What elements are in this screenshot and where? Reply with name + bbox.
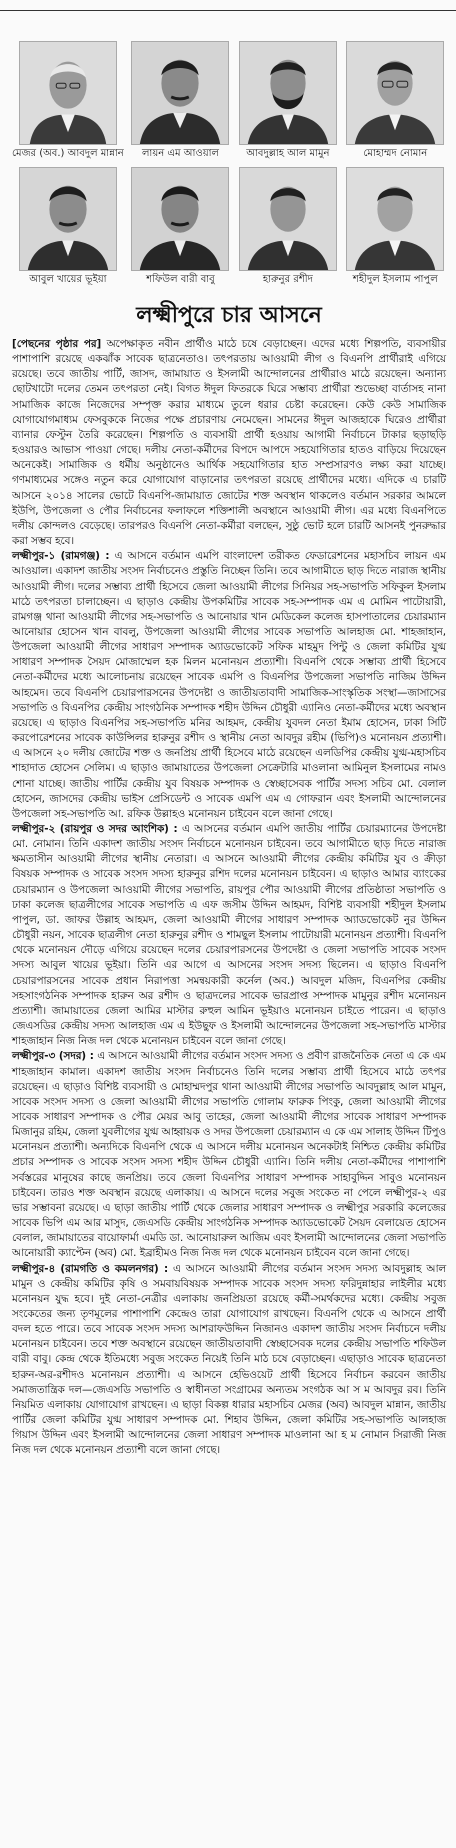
section-text: এ আসনে আওয়ামী লীগের বর্তমান সংসদ সদস্য আবদুল্লাহ আল মামুন ও কেন্দ্রীয় কমিটির কৃষি ও সমবায়বিষয়ক সম্পাদক সাবেক সংসদ সদস্য ফরিদুন্নাহার লাইলীর মধ্যে মনোনয়ন যুদ্ধ হবে। দুই নেতা-নেত্রীর এলাকায় জনপ্রিয়তা রয়েছে কর্মী-সমর্থকদের মধ্যে। কেন্দ্রীয় সবুজ সংকেতের জন্য তৃণমূলের পাশাপাশি কেন্দ্রেও তারা যোগাযোগ রাখছেন। বিএনপি থেকে এ আসনে প্রার্থী বদল হতে পারে। তবে সাবেক সংসদ সদস্য আশরাফউদ্দিন নিজানও একাদশ জাতীয় সংসদ নির্বাচনে দলীয় মনোনয়ন চাইবেন। তবে শক্ত অবস্থানে রয়েছেন জাতীয়তাবাদী স্বেচ্ছাসেবক দলের কেন্দ্রীয় সভাপতি শফিউল বারী বাবু। কেন্দ্র থেকে ইতিমধ্যে সবুজ সংকেত নিয়েই তিনি মাঠ চষে বেড়াচ্ছেন। এছাড়াও সাবেক ছাত্রনেতা হারুন-অর-রশীদও মনোনয়ন প্রত্যাশী। এ আসনে হেভিওয়েট প্রার্থী হিসেবে নির্বাচন করবেন জাতীয় সমাজতান্ত্রিক দল—জেএসডি সভাপতি ও স্বাধীনতা সংগ্রামের অন্যতম সংগঠক আ স ম আবদুর রব। তিনি নিয়মিত এলাকায় যোগাযোগ রাখছেন। এ ছাড়া বিকল্প ধারার মহাসচিব মেজর (অব) আবদুল মান্নান, জাতীয় পার্টির জেলা কমিটির যুগ্ম সাধারণ সম্পাদক মো. শিহাব উদ্দিন, জেলা কমিটির সহ-সভাপতি আলহাজ গিয়াস উদ্দিন এবং ইসলামী আন্দোলনের জেলা সাধারণ সম্পাদক মাওলানা আ হ ম নোমান সিরাজী নিজ নিজ দল থেকে মনোনয়ন প্রত্যাশী বলে জানা গেছে।	[12, 1262, 446, 1457]
portrait-photo	[131, 167, 229, 271]
portrait-graphic	[240, 168, 336, 270]
person-card	[345, 41, 446, 161]
section-raipur	[12, 822, 446, 1049]
person-card	[12, 41, 124, 161]
section-heading: লক্ষ্মীপুর-১ (রামগঞ্জ) :	[12, 550, 110, 563]
portrait-graphic	[20, 42, 116, 144]
portrait-photo	[19, 167, 117, 271]
person-name: শহীদুল ইসলাম পাপুল	[352, 274, 438, 285]
section-heading: লক্ষ্মীপুর-২ (রায়পুর ও সদর আংশিক) :	[12, 823, 178, 835]
photo-grid	[12, 11, 446, 287]
section-sadar	[12, 1049, 446, 1261]
section-heading: লক্ষ্মীপুর-৪ (রামগতি ও কমলনগর) :	[12, 1262, 169, 1275]
person-card	[130, 167, 231, 287]
portrait-photo	[239, 167, 337, 271]
person-name: আবুল খায়ের ভূইয়া	[29, 274, 107, 285]
section-ramganj	[12, 549, 446, 822]
section-heading: লক্ষ্মীপুর-৩ (সদর) :	[12, 1050, 94, 1063]
portrait-photo	[346, 167, 444, 271]
portrait-photo	[239, 41, 337, 145]
portrait-graphic	[240, 42, 336, 144]
portrait-graphic	[132, 168, 228, 270]
intro-lead: [পেছনের পৃষ্ঠার পর]	[12, 338, 102, 350]
person-name: আবদুল্লাহ আল মামুন	[246, 148, 330, 159]
person-name: মোহাম্মদ নোমান	[363, 148, 428, 159]
top-rule	[0, 0, 456, 11]
person-name: হারুনুর রশীদ	[262, 274, 313, 285]
portrait-graphic	[20, 168, 116, 270]
person-name: শফিউল বারী বাবু	[146, 274, 215, 285]
article-headline: লক্ষ্মীপুরে চার আসনে	[136, 302, 322, 328]
person-card	[237, 167, 338, 287]
section-text: এ আসনে আওয়ামী লীগের বর্তমান সংসদ সদস্য ও প্রবীণ রাজনৈতিক নেতা এ কে এম শাহজাহান কামাল। একাদশ জাতীয় সংসদ নির্বাচনেও তিনি দলের সম্ভাব্য প্রার্থী হিসেবে মাঠে তৎপর রয়েছেন। এ ছাড়াও বিশিষ্ট ব্যবসায়ী ও মোহাম্মদপুর থানা আওয়ামী লীগের সভাপতি আবদুল্লাহ আল মামুন, সাবেক সংসদ সদস্য ও জেলা আওয়ামী লীগের সভাপতি গোলাম ফারুক পিংকু, জেলা আওয়ামী লীগের সাবেক সাধারণ সম্পাদক ও পৌর মেয়র আবু তাহের, জেলা আওয়ামী লীগের সাবেক সাধারণ সম্পাদক মিজানুর রহিম, জেলা যুবলীগের যুগ্ম আহ্বায়ক ও সদর উপজেলা চেয়ারম্যান এ কে এম সালাহ উদ্দিন টিপুও মনোনয়ন প্রত্যাশী। অন্যদিকে বিএনপি থেকে এ আসনে দলীয় মনোনয়ন অনেকটাই নিশ্চিত কেন্দ্রীয় কমিটির প্রচার সম্পাদক ও সাবেক সংসদ সদস্য শহীদ উদ্দিন চৌধুরী এ্যানি। তিনি দলীয় নেতা-কর্মীদের পাশাপাশি সর্বস্তরের মানুষের কাছে জনপ্রিয়। তবে জেলা বিএনপির সাধারণ সম্পাদক সাহাবুদ্দিন সাবুও মনোনয়ন চাইবেন। তারও শক্ত অবস্থান রয়েছে এলাকায়। এ আসনে দলের সবুজ সংকেত না পেলে লক্ষ্মীপুর-২ এর ভার সম্ভাবনা রয়েছে। এ ছাড়া জাতীয় পার্টি থেকে জেলার সাধারণ সম্পাদক ও লক্ষ্মীপুর সরকারি কলেজের সাবেক ভিপি এম আর মাসুদ, জেএসডি কেন্দ্রীয় সাংগঠনিক সম্পাদক অ্যাডভোকেট সৈয়দ বেলায়েত হোসেন বেলাল, জামায়াতের বায়োফার্মা এমডি ডা. আনোয়ারুল আজিম এবং ইসলামী আন্দোলনের জেলা সভাপতি আনোয়ারী ক্যাপ্টেন (অব) মো. ইব্রাহীমও নিজ নিজ দল থেকে মনোনয়ন চাইবেন বলে জানা গেছে।	[12, 1050, 446, 1260]
intro-paragraph	[12, 337, 446, 549]
section-text: এ আসনের বর্তমান এমপি জাতীয় পার্টির চেয়ারম্যানের উপদেষ্টা মো. নোমান। তিনি একাদশ জাতীয় সংসদ নির্বাচনে মনোনয়ন চাইবেন। তবে আগামীতে ছাড় দিতে নারাজ ক্ষমতাসীন আওয়ামী লীগের স্থানীয় নেতারা। এ আসনে আওয়ামী লীগের কেন্দ্রীয় কমিটির যুব ও ক্রীড়া বিষয়ক সম্পাদক ও সাবেক সংসদ সদস্য হারুনুর রশিদ দলের মনোনয়ন চাইবেন। এ ছাড়াও আমার ব্যাংকের চেয়ারম্যান ও উপজেলা আওয়ামী লীগের সভাপতি, রায়পুর পৌর আওয়ামী লীগের প্রতিষ্ঠাতা সভাপতি ও ঢাকা কলেজ ছাত্রলীগের সাবেক সভাপতি এ এফ জসীম উদ্দিন আহমদ, বিশিষ্ট ব্যবসায়ী শহীদুল ইসলাম পাপুল, ডা. জাফর উল্লাহ আহমদ, জেলা আওয়ামী লীগের সাধারণ সম্পাদক অ্যাডভোকেট নুর উদ্দিন চৌধুরী নয়ন, সাবেক ছাত্রলীগ নেতা হারুনুর রশীদ ও শামছুল ইসলাম পাটোয়ারী মনোনয়ন প্রত্যাশী। বিএনপি থেকে মনোনয়ন দৌড়ে এগিয়ে রয়েছেন দলের চেয়ারপারসনের উপদেষ্টা ও জেলা সভাপতি সাবেক সংসদ সদস্য আবুল খায়ের ভূইয়া। তিনি এর আগে এ আসনের সংসদ সদস্য ছিলেন। এ ছাড়াও বিএনপি চেয়ারপারসনের সাবেক প্রধান নিরাপত্তা সমন্বয়কারী কর্নেল (অব.) আবদুল মজিদ, বিএনপির কেন্দ্রীয় সহসাংগঠনিক সম্পাদক হারুন অর রশীদ ও ছাত্রদলের সাবেক ভারপ্রাপ্ত সম্পাদক মামুনুর রশীদ মনোনয়ন প্রত্যাশী। জামায়াতের জেলা আমির মাস্টার রুহুল আমিন ভূইয়াও মনোনয়ন চাইতে পারেন। এ ছাড়াও জেএসডির কেন্দ্রীয় সদস্য আলহাজ এম এ ইউছুফ ও ইসলামী আন্দোলনের উপজেলা সহ-সভাপতি মাস্টার শাহজাহান নিজ নিজ দল থেকে মনোনয়ন চাইবেন বলে জানা গেছে।	[12, 823, 446, 1048]
person-card	[345, 167, 446, 287]
person-card	[237, 41, 338, 161]
article-body	[12, 337, 446, 1459]
intro-text: অপেক্ষাকৃত নবীন প্রার্থীও মাঠে চষে বেড়াচ্ছেন। এদের মধ্যে শিল্পপতি, ব্যবসায়ীর পাশাপাশি রয়েছে একঝাঁক সাবেক ছাত্রনেতাও। তৎপরতায় আওয়ামী লীগ ও বিএনপি প্রার্থীরাই এগিয়ে রয়েছে। তবে জাতীয় পার্টি, জাসদ, জামায়াত ও ইসলামী আন্দোলনের প্রার্থীরাও মাঠে রয়েছেন। অন্যান্য ছোটখাটো দলের তেমন তৎপরতা নেই। বিগত ঈদুল ফিতরকে ঘিরে সম্ভাব্য প্রার্থীরা শুভেচ্ছা বার্তাসহ নানা সামাজিক কাজে নিজেদের সম্পৃক্ত করার মাধ্যমে তুলে ধরার চেষ্টা করেছেন। কেউ কেউ সামাজিক যোগাযোগমাধ্যম ফেসবুককে নিজের পক্ষে প্রচারণায় নেমেছেন। সামনের ঈদুল আজহাকে ঘিরেও প্রার্থীরা ব্যানার ফেস্টুন তৈরি করেছেন। শিল্পপতি ও ব্যবসায়ী প্রার্থী হওয়ায় আগামী নির্বাচনে টাকার ছড়াছড়ি হওয়ারও আভাস পাওয়া গেছে। দলীয় নেতা-কর্মীদের বিপদে আপদে সহযোগিতার হাতও বাড়িয়ে দিয়েছেন অনেকেই। সামাজিক ও ধর্মীয় অনুষ্ঠানেও আর্থিক সহযোগিতার হাত সম্প্রসারণও লক্ষ্য করা যাচ্ছে। গণমাধ্যমের সঙ্গেও নতুন করে যোগাযোগ বাড়ানোর তৎপরতা রয়েছে প্রার্থীদের মধ্যে। এদিকে এ চারটি আসনে ২০১৪ সালের ভোটে বিএনপি-জামায়াত জোটের শক্ত অবস্থান থাকলেও বর্তমান সরকার আমলে ইউপি, উপজেলা ও পৌর নির্বাচনের ফলাফলে শক্তিশালী অবস্থানে আওয়ামী লীগ। এর মধ্যে বিএনপিতে দলীয় কোন্দলও বেড়েছে। তারপরও বিএনপি নেতা-কর্মীরা বলছেন, সুষ্ঠু ভোট হলে চারটি আসনই পুনরুদ্ধার করা সম্ভব হবে।	[12, 338, 446, 548]
section-ramgati	[12, 1262, 446, 1459]
person-card	[130, 41, 231, 161]
portrait-photo	[19, 41, 117, 145]
portrait-photo	[346, 41, 444, 145]
portrait-graphic	[347, 42, 443, 144]
person-name: মেজর (অব.) আবদুল মান্নান	[12, 148, 124, 159]
portrait-graphic	[132, 42, 228, 144]
person-name: লায়ন এম আওয়াল	[141, 148, 219, 159]
portrait-photo	[131, 41, 229, 145]
section-text: এ আসনে বর্তমান এমপি বাংলাদেশ তরীকত ফেডারেশনের মহাসচিব লায়ন এম আওয়াল। একাদশ জাতীয় সংসদ নির্বাচনেও প্রস্তুতি নিচ্ছেন তিনি। তবে আগামীতে ছাড় দিতে নারাজ স্থানীয় আওয়ামী লীগ। দলের সম্ভাব্য প্রার্থী হিসেবে জেলা আওয়ামী লীগের সিনিয়র সহ-সভাপতি সফিকুল ইসলাম মাঠে তৎপরতা চালাচ্ছেন। এ ছাড়াও কেন্দ্রীয় উপকমিটির সাবেক সহ-সম্পাদক এম এ মোমিন পাটোয়ারী, রামগঞ্জ থানা আওয়ামী লীগের সহ-সভাপতি ও আনোয়ার খান মেডিকেল কলেজ হাসপাতালের চেয়ারম্যান আনোয়ার হোসেন খান বাবলু, উপজেলা আওয়ামী লীগের সাবেক সভাপতি আলহাজ মো. শাহজাহান, উপজেলা আওয়ামী লীগের সাধারণ সম্পাদক অ্যাডভোকেট সফিক মাহমুদ পিন্টু ও জেলা কমিটির যুগ্ম সাধারণ সম্পাদক সৈয়দ মোজাম্মেল হক মিলন মনোনয়ন প্রত্যাশী। বিএনপি থেকে সম্ভাব্য প্রার্থী হিসেবে নেতা-কর্মীদের মধ্যে আলোচনায় রয়েছেন সাবেক এমপি ও বিএনপির উপজেলা সভাপতি নাজিম উদ্দিন আহমেদ। তবে বিএনপি চেয়ারপারসনের উপদেষ্টা ও জাতীয়তাবাদী সামাজিক-সাংস্কৃতিক সংস্থা—জাসাসের সভাপতি ও বিএনপির কেন্দ্রীয় সাংগঠনিক সম্পাদক শহীদ উদ্দিন চৌধুরী এ্যানিও নেতা-কর্মীদের মধ্যে অবস্থান রয়েছে। এ ছাড়াও বিএনপির সহ-সভাপতি মনির আহমদ, কেন্দ্রীয় যুবদল নেতা ইমাম হোসেন, ঢাকা সিটি করপোরেশনের সাবেক কাউন্সিলর হারুনুর রশীদ ও স্থানীয় নেতা আবদুর রহীম (ভিপি)ও মনোনয়ন প্রত্যাশী। এ আসনে ২০ দলীয় জোটের শক্ত ও জনপ্রিয় প্রার্থী হিসেবে মাঠে রয়েছেন এলডিপির কেন্দ্রীয় যুগ্ম-মহাসচিব শাহাদাত হোসেন সেলিম। এ ছাড়াও জামায়াতের উপজেলা সেক্রেটারি মাওলানা আমিনুল ইসলামের নামও শোনা যাচ্ছে। জাতীয় পার্টির কেন্দ্রীয় যুব বিষয়ক সম্পাদক ও স্বেচ্ছাসেবক পার্টির সদস্য সচিব মো. বেলাল হোসেন, জাসদের কেন্দ্রীয় ভাইস প্রেসিডেন্ট ও সাবেক এমপি এম এ গোফরান এবং ইসলামী আন্দোলনের উপজেলা সহ-সভাপতি আ. রফিক উল্লাহও মনোনয়ন চাইবেন বলে জানা গেছে।	[12, 550, 446, 820]
portrait-graphic	[347, 168, 443, 270]
person-card	[12, 167, 124, 287]
